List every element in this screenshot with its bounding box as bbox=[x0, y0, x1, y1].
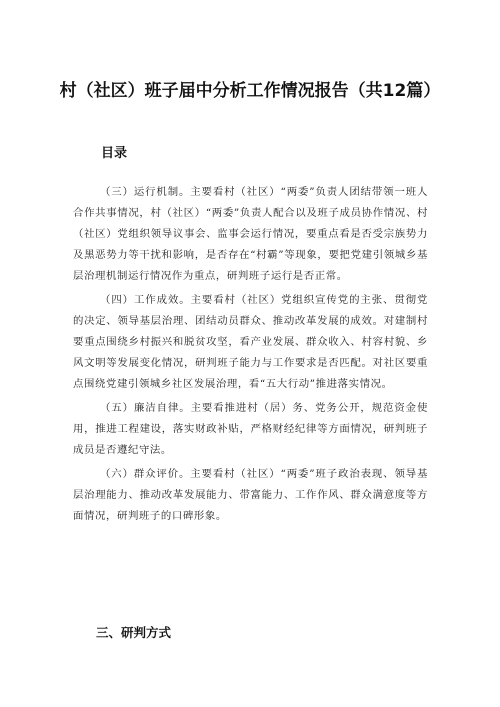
section-heading-assessment-method: 三、研判方式 bbox=[96, 625, 172, 640]
document-title: 村（社区）班子届中分析工作情况报告（共12篇） bbox=[59, 81, 441, 101]
paragraph-work-results: （四）工作成效。主要看村（社区）党组织宣传党的主张、贯彻党的决定、领导基层治理、团结动员群众、推动改革发展的成效。对建制村要重点围绕乡村振兴和脱贫攻坚，看产业发展、群众收入、村容村貌、乡风文明等发展变化情况，研判班子能力与工作要求是否匹配。对社区要重点围绕党建引领城乡社区发展治理，看“五大行动”推进落实情况。 bbox=[73, 294, 428, 390]
paragraph-integrity-self-discipline: （五）廉洁自律。主要看推进村（居）务、党务公开，规范资金使用，推进工程建设，落实财政补贴，严格财经纪律等方面情况，研判班子成员是否遵纪守法。 bbox=[73, 402, 428, 456]
paragraph-operation-mechanism: （三）运行机制。主要看村（社区）“两委”负责人团结带领一班人合作共事情况，村（社区）“两委”负责人配合以及班子成员协作情况、村（社区）党组织领导议事会、监事会运行情况，要重点看是否受宗族势力及黑恶势力等干扰和影响，是否存在“村霸”等现象，要把党建引领城乡基层治理机制运行情况作为重点，研判班子运行是否正常。 bbox=[73, 186, 428, 282]
toc-heading: 目录 bbox=[101, 146, 128, 161]
document-body bbox=[73, 182, 428, 530]
paragraph-public-evaluation: （六）群众评价。主要看村（社区）“两委”班子政治表现、领导基层治理能力、推动改革发展能力、带富能力、工作作风、群众满意度等方面情况，研判班子的口碑形象。 bbox=[73, 468, 428, 522]
